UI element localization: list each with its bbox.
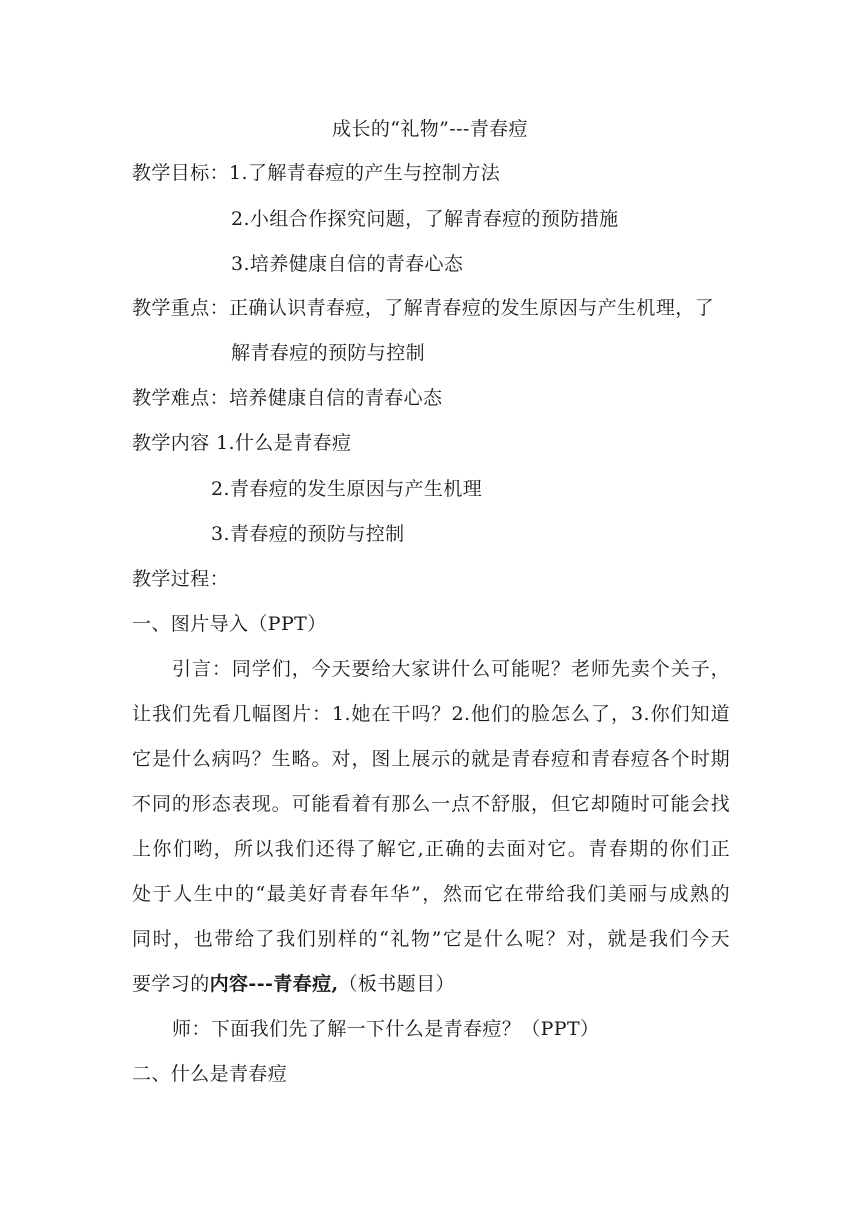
content-item: 1.什么是青春痘 — [216, 432, 352, 454]
intro-last-bold: 内容---青春痘, — [209, 973, 339, 995]
difficulty-label: 教学难点： — [132, 387, 230, 409]
section-heading-1: 一、图片导入（PPT） — [132, 613, 327, 635]
content-item: 2.青春痘的发生原因与产生机理 — [211, 478, 483, 500]
objectives-line-1 — [132, 160, 500, 186]
objective-item: 1.了解青春痘的产生与控制方法 — [229, 162, 501, 184]
intro-paragraph-line: 不同的形态表现。可能看着有那么一点不舒服，但它却随时可能会找 — [132, 793, 730, 815]
intro-paragraph-line: 同时，也带给了我们别样的“礼物”它是什么呢？对，就是我们今天 — [132, 928, 730, 950]
key-points-line-1 — [132, 295, 714, 321]
content-label: 教学内容 — [132, 432, 210, 454]
intro-paragraph-line: 处于人生中的“最美好青春年华”，然而它在带给我们美丽与成熟的 — [132, 883, 730, 905]
intro-paragraph-line: 它是什么病吗？生略。对，图上展示的就是青春痘和青春痘各个时期 — [132, 748, 730, 770]
difficulty-line — [132, 385, 442, 411]
content-item: 3.青春痘的预防与控制 — [211, 523, 405, 545]
section-heading-2: 二、什么是青春痘 — [132, 1063, 288, 1085]
intro-last-suffix: （板书题目） — [338, 973, 455, 995]
intro-paragraph-line: 上你们哟，所以我们还得了解它,正确的去面对它。青春期的你们正 — [132, 838, 730, 860]
objectives-label: 教学目标： — [132, 162, 230, 184]
document-title: 成长的“礼物”---青春痘 — [332, 118, 528, 140]
objective-item: 2.小组合作探究问题，了解青春痘的预防措施 — [231, 208, 619, 230]
content-line-1 — [132, 430, 351, 456]
intro-paragraph-line: 让我们先看几幅图片：1.她在干吗？2.他们的脸怎么了，3.你们知道 — [132, 703, 730, 725]
key-points-text: 正确认识青春痘，了解青春痘的发生原因与产生机理，了 — [229, 297, 715, 319]
key-points-label: 教学重点： — [132, 297, 230, 319]
intro-last-prefix: 要学习的 — [132, 973, 210, 995]
teacher-line: 师：下面我们先了解一下什么是青春痘？（PPT） — [172, 1018, 600, 1040]
key-points-text-continued: 解青春痘的预防与控制 — [231, 342, 426, 364]
process-label: 教学过程： — [132, 568, 230, 590]
difficulty-text: 培养健康自信的青春心态 — [229, 387, 443, 409]
objective-item: 3.培养健康自信的青春心态 — [231, 253, 464, 275]
intro-paragraph-line: 引言：同学们，今天要给大家讲什么可能呢？老师先卖个关子， — [172, 658, 730, 680]
intro-paragraph-last-line — [132, 971, 730, 997]
